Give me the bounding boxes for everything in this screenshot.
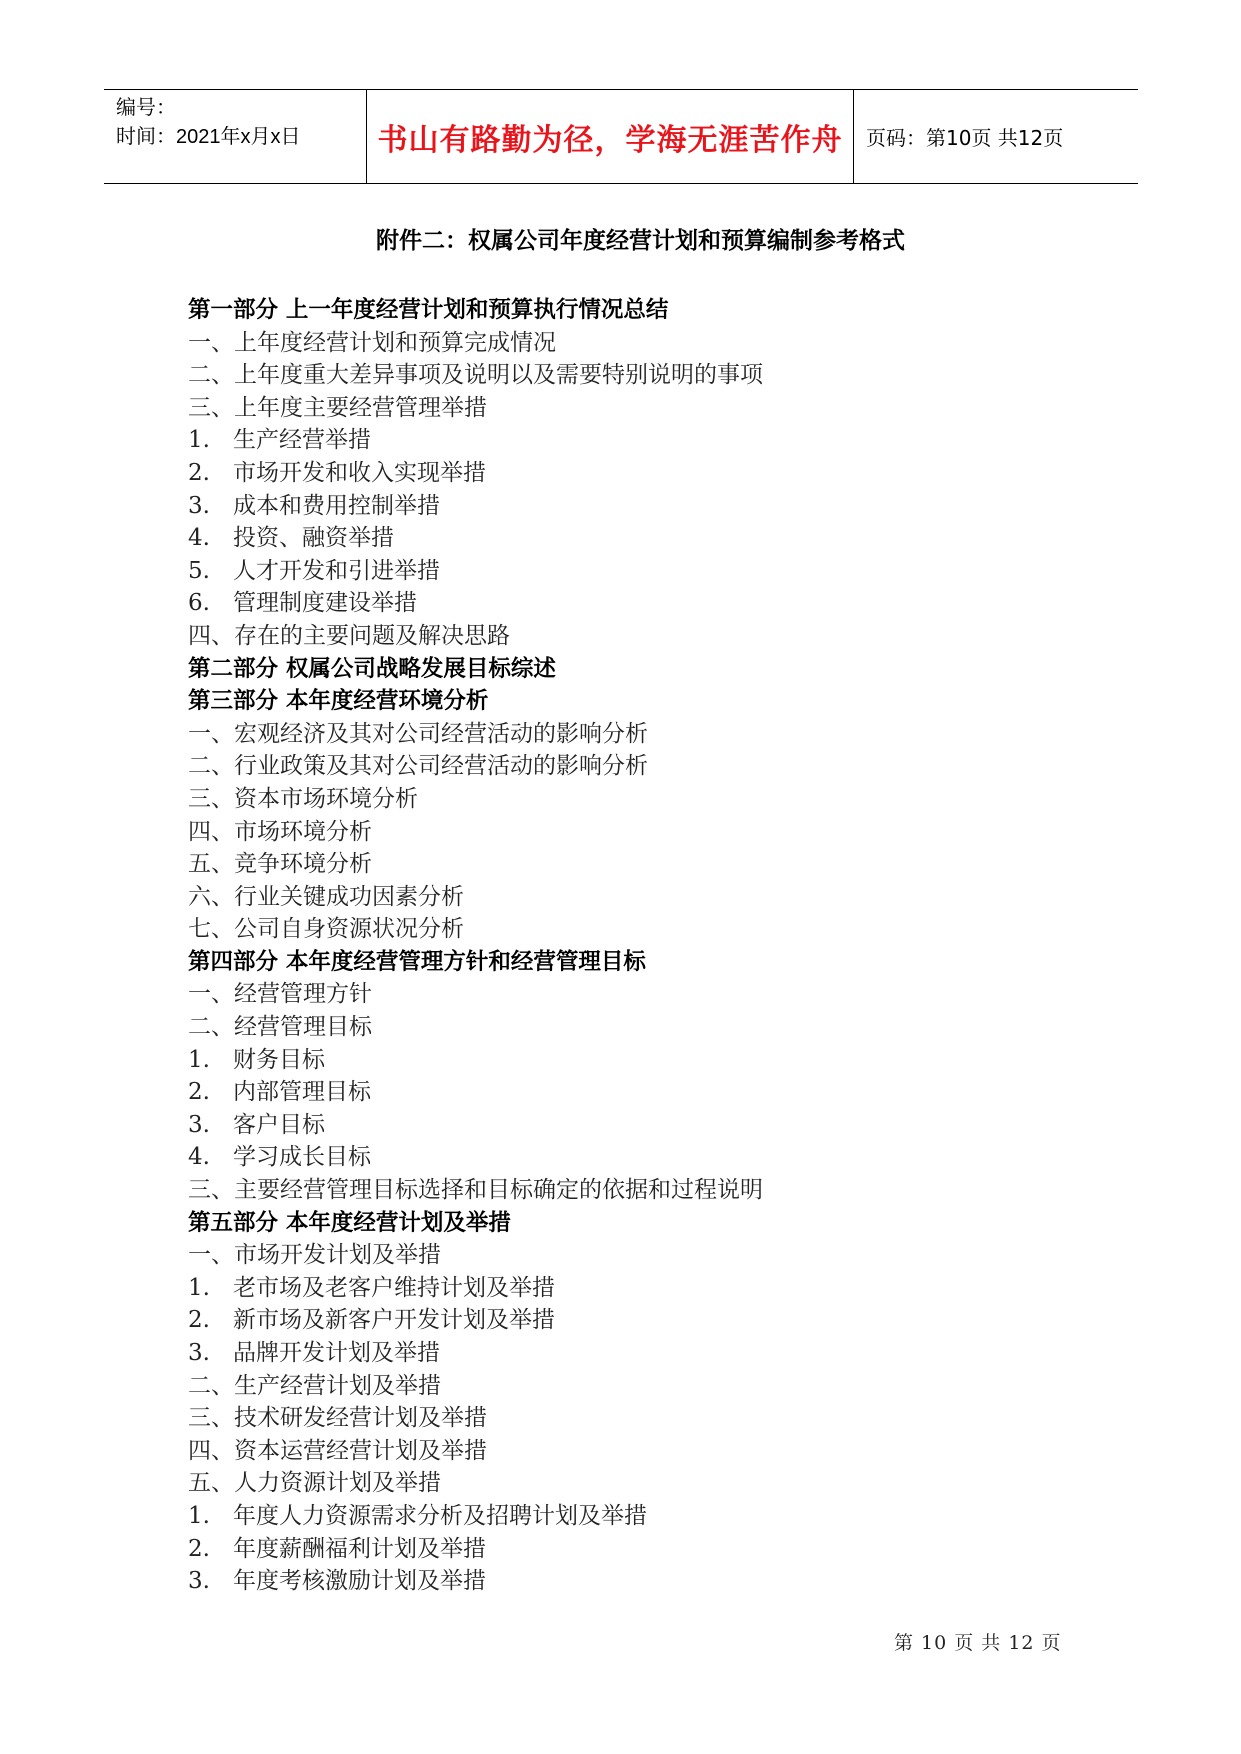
section-heading [188, 294, 1128, 327]
outline-item-text: 三、上年度主要经营管理举措 [188, 394, 487, 421]
document-number-label: 编号： [116, 97, 176, 119]
outline-item-text: 三、资本市场环境分析 [188, 785, 418, 812]
outline-item [188, 881, 1128, 914]
outline-item-number: 1. [188, 427, 210, 454]
outline-item [188, 457, 1128, 490]
outline-item [188, 555, 1128, 588]
section-heading [188, 653, 1128, 686]
section-heading [188, 685, 1128, 718]
section-heading [188, 1207, 1128, 1240]
outline-item [188, 1500, 1128, 1533]
outline-item-text: 人才开发和引进举措 [233, 557, 440, 584]
outline-item-text: 四、存在的主要问题及解决思路 [188, 622, 510, 649]
outline-item [188, 327, 1128, 360]
outline-item [188, 1533, 1128, 1566]
header-motto: 书山有路勤为径，学海无涯苦作舟 [367, 90, 854, 183]
outline-item [188, 490, 1128, 523]
outline-item [188, 1337, 1128, 1370]
outline-item-number: 2. [188, 1079, 210, 1106]
document-outline [188, 294, 1128, 1598]
outline-item-number: 1. [188, 1274, 210, 1301]
outline-item [188, 1304, 1128, 1337]
outline-item-text: 老市场及老客户维持计划及举措 [233, 1274, 555, 1301]
page-footer: 第 10 页 共 12 页 [894, 1632, 1062, 1654]
outline-item-text: 第二部分 权属公司战略发展目标综述 [188, 655, 556, 682]
outline-item-text: 一、市场开发计划及举措 [188, 1242, 441, 1269]
outline-item [188, 718, 1128, 751]
outline-item-text: 一、宏观经济及其对公司经营活动的影响分析 [188, 720, 648, 747]
outline-item [188, 1044, 1128, 1077]
outline-item [188, 913, 1128, 946]
outline-item-number: 2. [188, 459, 210, 486]
header-meta [104, 90, 367, 183]
outline-item-text: 七、公司自身资源状况分析 [188, 916, 464, 943]
outline-item [188, 1141, 1128, 1174]
outline-item-text: 内部管理目标 [233, 1079, 371, 1106]
document-title: 附件二：权属公司年度经营计划和预算编制参考格式 [376, 228, 905, 254]
outline-item-text: 第五部分 本年度经营计划及举措 [188, 1209, 511, 1236]
outline-item-number: 6. [188, 590, 210, 617]
outline-item [188, 392, 1128, 425]
outline-item-text: 第三部分 本年度经营环境分析 [188, 688, 489, 715]
outline-item-text: 一、上年度经营计划和预算完成情况 [188, 329, 556, 356]
outline-item-text: 财务目标 [233, 1046, 325, 1073]
header-page-label: 页码：第10页 共12页 [866, 126, 1064, 150]
section-heading [188, 946, 1128, 979]
outline-item-number: 5. [188, 557, 210, 584]
page-header [104, 89, 1138, 184]
outline-item-text: 一、经营管理方针 [188, 981, 372, 1008]
outline-item-text: 五、竞争环境分析 [188, 851, 372, 878]
outline-item-number: 3. [188, 1340, 210, 1366]
outline-item [188, 1076, 1128, 1109]
outline-item [188, 1011, 1128, 1044]
outline-item-text: 年度薪酬福利计划及举措 [233, 1535, 486, 1562]
outline-item-text: 生产经营举措 [233, 427, 371, 454]
outline-item-text: 年度考核激励计划及举措 [233, 1568, 486, 1595]
outline-item-text: 四、市场环境分析 [188, 818, 372, 845]
outline-item-text: 四、资本运营经营计划及举措 [188, 1437, 487, 1464]
outline-item [188, 620, 1128, 653]
outline-item-number: 1. [188, 1502, 210, 1529]
outline-item-text: 二、上年度重大差异事项及说明以及需要特别说明的事项 [188, 362, 763, 389]
outline-item-number: 4. [188, 1144, 210, 1171]
outline-item-text: 第一部分 上一年度经营计划和预算执行情况总结 [188, 297, 669, 323]
outline-item-text: 年度人力资源需求分析及招聘计划及举措 [233, 1502, 647, 1529]
outline-item-number: 2. [188, 1535, 210, 1562]
outline-item-text: 六、行业关键成功因素分析 [188, 883, 464, 910]
outline-item [188, 1565, 1128, 1598]
outline-item-number: 2. [188, 1307, 210, 1334]
outline-item [188, 816, 1128, 849]
outline-item-number: 3. [188, 1111, 210, 1138]
outline-item-number: 4. [188, 525, 210, 552]
outline-item-text: 二、行业政策及其对公司经营活动的影响分析 [188, 753, 648, 780]
outline-item [188, 424, 1128, 457]
outline-item [188, 750, 1128, 783]
outline-item [188, 1435, 1128, 1468]
outline-item-text: 品牌开发计划及举措 [233, 1340, 440, 1366]
outline-item-text: 三、主要经营管理目标选择和目标确定的依据和过程说明 [188, 1177, 763, 1204]
outline-item [188, 783, 1128, 816]
outline-item [188, 1272, 1128, 1305]
outline-item [188, 1370, 1128, 1403]
outline-item-text: 市场开发和收入实现举措 [233, 459, 486, 486]
outline-item [188, 978, 1128, 1011]
outline-item-text: 客户目标 [233, 1111, 325, 1138]
document-time-label: 时间：2021年x月x日 [116, 126, 301, 148]
outline-item-number: 3. [188, 492, 210, 519]
outline-item-text: 新市场及新客户开发计划及举措 [233, 1307, 555, 1334]
outline-item [188, 1109, 1128, 1142]
outline-item-text: 第四部分 本年度经营管理方针和经营管理目标 [188, 948, 646, 975]
outline-item [188, 848, 1128, 881]
outline-item-text: 三、技术研发经营计划及举措 [188, 1405, 487, 1432]
outline-item-text: 投资、融资举措 [233, 525, 394, 552]
outline-item-text: 二、经营管理目标 [188, 1014, 372, 1041]
outline-item [188, 1402, 1128, 1435]
outline-item-number: 1. [188, 1046, 210, 1073]
outline-item-number: 3. [188, 1568, 210, 1595]
outline-item [188, 1239, 1128, 1272]
outline-item-text: 五、人力资源计划及举措 [188, 1470, 441, 1497]
outline-item [188, 522, 1128, 555]
outline-item-text: 成本和费用控制举措 [233, 492, 440, 519]
outline-item [188, 1467, 1128, 1500]
outline-item [188, 587, 1128, 620]
outline-item [188, 359, 1128, 392]
outline-item-text: 管理制度建设举措 [233, 590, 417, 617]
outline-item [188, 1174, 1128, 1207]
outline-item-text: 二、生产经营计划及举措 [188, 1372, 441, 1399]
outline-item-text: 学习成长目标 [233, 1144, 371, 1171]
